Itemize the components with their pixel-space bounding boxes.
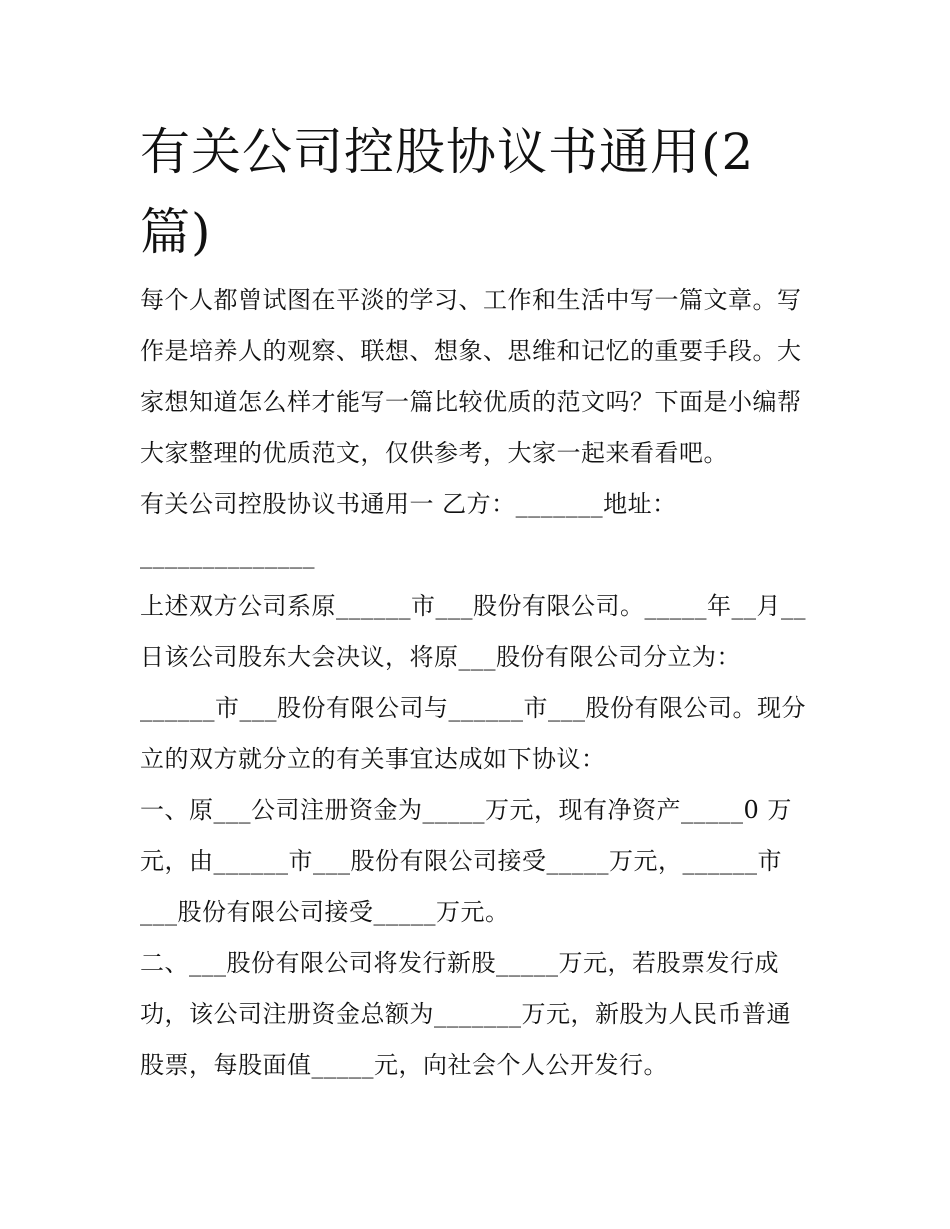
document-title — [140, 112, 780, 272]
title-line: 有关公司控股协议书通用(2 — [140, 123, 755, 181]
intro-line: 大家整理的优质范文，仅供参考，大家一起来看看吧。 — [140, 439, 728, 467]
intro-line: 家想知道怎么样才能写一篇比较优质的范文吗？下面是小编帮 — [140, 388, 802, 416]
agreement-line: 日该公司股东大会决议，将原___股份有限公司分立为： — [140, 643, 741, 671]
clause-two-line: 股票，每股面值_____元，向社会个人公开发行。 — [140, 1051, 668, 1079]
agreement-heading-line: 有关公司控股协议书通用一 乙方：_______地址： — [140, 490, 677, 518]
clause-one-line: 元，由______市___股份有限公司接受_____万元，______市 — [140, 847, 782, 875]
clause-one-line: ___股份有限公司接受_____万元。 — [140, 898, 510, 926]
agreement-line: ______市___股份有限公司与______市___股份有限公司。现分 — [140, 694, 806, 722]
agreement-line: 上述双方公司系原______市___股份有限公司。_____年__月__ — [140, 592, 806, 620]
clause-two-line: 二、___股份有限公司将发行新股_____万元，若股票发行成 — [140, 949, 779, 977]
clause-one-line: 一、原___公司注册资金为_____万元，现有净资产_____0 万 — [140, 796, 792, 824]
title-line: 篇) — [140, 203, 212, 261]
clause-two-line: 功，该公司注册资金总额为_______万元，新股为人民币普通 — [140, 1000, 791, 1028]
address-blank-line: ______________ — [140, 541, 315, 569]
intro-line: 每个人都曾试图在平淡的学习、工作和生活中写一篇文章。写 — [140, 286, 802, 314]
document-body — [140, 275, 830, 1091]
intro-line: 作是培养人的观察、联想、想象、思维和记忆的重要手段。大 — [140, 337, 802, 365]
agreement-line: 立的双方就分立的有关事宜达成如下协议： — [140, 745, 606, 773]
